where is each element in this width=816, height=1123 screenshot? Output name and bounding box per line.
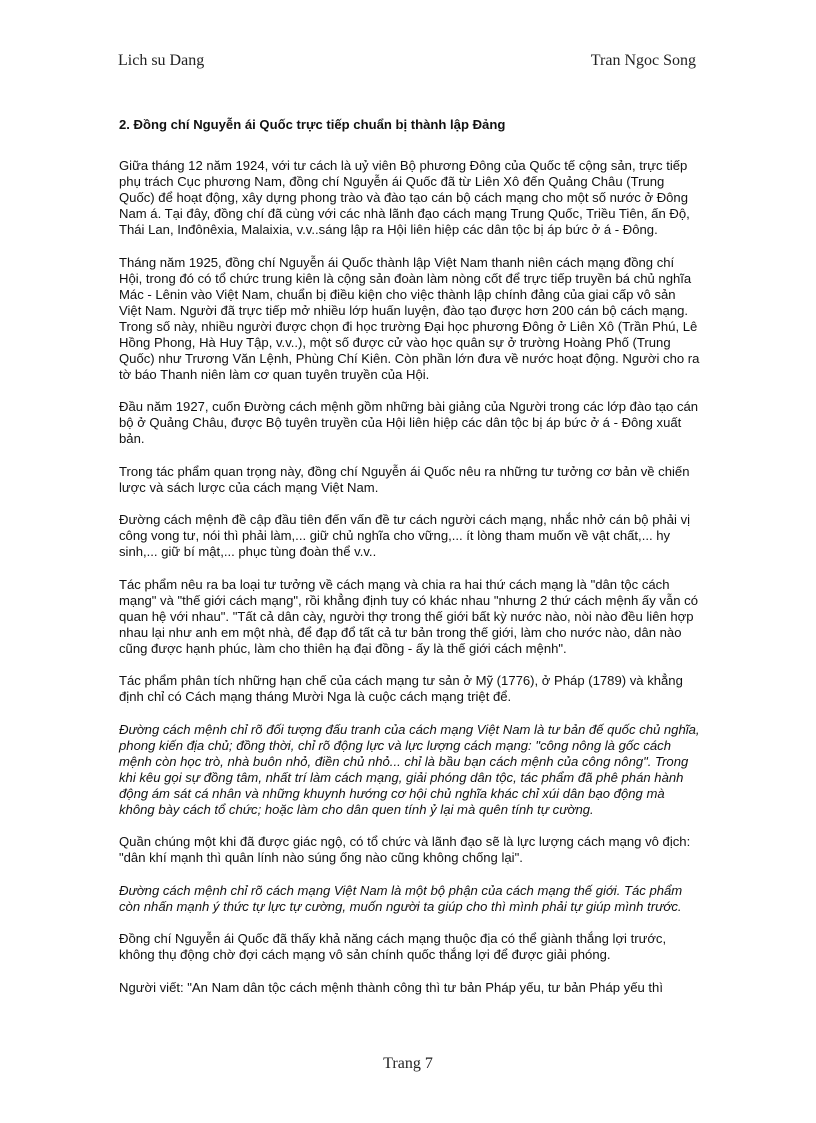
header-left-title: Lich su Dang xyxy=(118,52,205,69)
paragraph-1: Giữa tháng 12 năm 1924, với tư cách là uỷ viên Bộ phương Đông của Quốc tế cộng sản, trực tiếp phụ trách Cục phương Nam, đồng chí Nguyễn ái Quốc đã từ Liên Xô đến Quảng Châu (Trung Quốc) để hoạt động, xây dựng phong trào và đào tạo cán bộ cách mạng cho một số nước ở Đông Nam á. Tại đây, đồng chí đã cùng với các nhà lãnh đạo cách mạng Trung Quốc, Triều Tiên, ấn Độ, Thái Lan, Inđônêxia, Malaixia, v.v..sáng lập ra Hội liên hiệp các dân tộc bị áp bức ở á - Đông. xyxy=(119,158,690,237)
paragraph-8-italic: Đường cách mệnh chỉ rõ đối tượng đấu tranh của cách mạng Việt Nam là tư bản đế quốc chủ nghĩa, phong kiến địa chủ; đồng thời, chỉ rõ động lực và lực lượng cách mạng: "công nông là gốc cách mệnh còn học trò, nhà buôn nhỏ, điền chủ nhỏ... chỉ là bầu bạn cách mệnh của công nông". Trong khi kêu gọi sự đồng tâm, nhất trí làm cách mạng, giải phóng dân tộc, tác phẩm đã phê phán hành động ám sát cá nhân và những khuynh hướng cơ hội chủ nghĩa khác chỉ xúi dân bạo động mà không bày cách tổ chức; hoặc làm cho dân quen tính ỷ lại mà quên tính tự cường. xyxy=(119,721,700,817)
section-title: 2. Đồng chí Nguyễn ái Quốc trực tiếp chuẩn bị thành lập Đảng xyxy=(119,117,506,132)
paragraph-5: Đường cách mệnh đề cập đầu tiên đến vấn đề tư cách người cách mạng, nhắc nhở cán bộ phải vị công vong tư, nói thì phải làm,... giữ chủ nghĩa cho vững,... ít lòng tham muốn về vật chất,... hy sinh,... giữ bí mật,... phục tùng đoàn thể v.v.. xyxy=(119,512,691,559)
header-right-author: Tran Ngoc Song xyxy=(590,52,696,69)
page-number-footer: Trang 7 xyxy=(383,1055,433,1072)
document-body xyxy=(119,117,701,1012)
paragraph-12: Người viết: "An Nam dân tộc cách mệnh thành công thì tư bản Pháp yếu, tư bản Pháp yếu thì xyxy=(119,979,663,995)
paragraph-9: Quần chúng một khi đã được giác ngộ, có tổ chức và lãnh đạo sẽ là lực lượng cách mạng vô địch: "dân khí mạnh thì quân lính nào súng ống nào cũng không chống lại". xyxy=(119,834,691,865)
paragraph-11: Đồng chí Nguyễn ái Quốc đã thấy khả năng cách mạng thuộc địa có thể giành thắng lợi trước, không thụ động chờ đợi cách mạng vô sản chính quốc thắng lợi để được giải phóng. xyxy=(119,931,667,962)
paragraph-3: Đầu năm 1927, cuốn Đường cách mệnh gồm những bài giảng của Người trong các lớp đào tạo cán bộ ở Quảng Châu, được Bộ tuyên truyền của Hội liên hiệp các dân tộc bị áp bức ở á - Đông xuất bản. xyxy=(119,399,699,446)
paragraph-7: Tác phẩm phân tích những hạn chế của cách mạng tư sản ở Mỹ (1776), ở Pháp (1789) và khẳng định chỉ có Cách mạng tháng Mười Nga là cuộc cách mạng triệt để. xyxy=(119,673,683,704)
paragraph-2: Tháng năm 1925, đồng chí Nguyễn ái Quốc thành lập Việt Nam thanh niên cách mạng đồng chí Hội, trong đó có tổ chức trung kiên là cộng sản đoàn làm nòng cốt để trực tiếp truyền bá chủ nghĩa Mác - Lênin vào Việt Nam, chuẩn bị điều kiện cho việc thành lập chính đảng của giai cấp vô sản Việt Nam. Người đã trực tiếp mở nhiều lớp huấn luyện, đào tạo được hơn 200 cán bộ cách mạng. Trong số này, nhiều người được chọn đi học trường Đại học phương Đông ở Liên Xô (Trần Phú, Lê Hồng Phong, Hà Huy Tập, v.v..), một số được cử vào học quân sự ở trường Hoàng Phố (Trung Quốc) như Trương Văn Lệnh, Phùng Chí Kiên. Còn phần lớn đưa về nước hoạt động. Người cho ra tờ báo Thanh niên làm cơ quan tuyên truyền của Hội. xyxy=(119,254,700,382)
paragraph-10-italic: Đường cách mệnh chỉ rõ cách mạng Việt Nam là một bộ phận của cách mạng thế giới. Tác phẩm còn nhấn mạnh ý thức tự lực tự cường, muốn người ta giúp cho thì mình phải tự giúp mình trước. xyxy=(119,882,683,914)
paragraph-6: Tác phẩm nêu ra ba loại tư tưởng về cách mạng và chia ra hai thứ cách mạng là "dân tộc cách mạng" và "thế giới cách mạng", rồi khẳng định tuy có khác nhau "nhưng 2 thứ cách mệnh ấy vẫn có quan hệ với nhau". "Tất cả dân cày, người thợ trong thế giới bất kỳ nước nào, nòi nào đều liên hợp nhau lại như anh em một nhà, để đạp đổ tất cả tư bản trong thế giới, làm cho nước nào, dân nào cũng được hạnh phúc, làm cho thiên hạ đại đồng - ấy là thế giới cách mệnh". xyxy=(119,576,698,656)
paragraph-4: Trong tác phẩm quan trọng này, đồng chí Nguyễn ái Quốc nêu ra những tư tưởng cơ bản về chiến lược và sách lược của cách mạng Việt Nam. xyxy=(119,463,690,495)
